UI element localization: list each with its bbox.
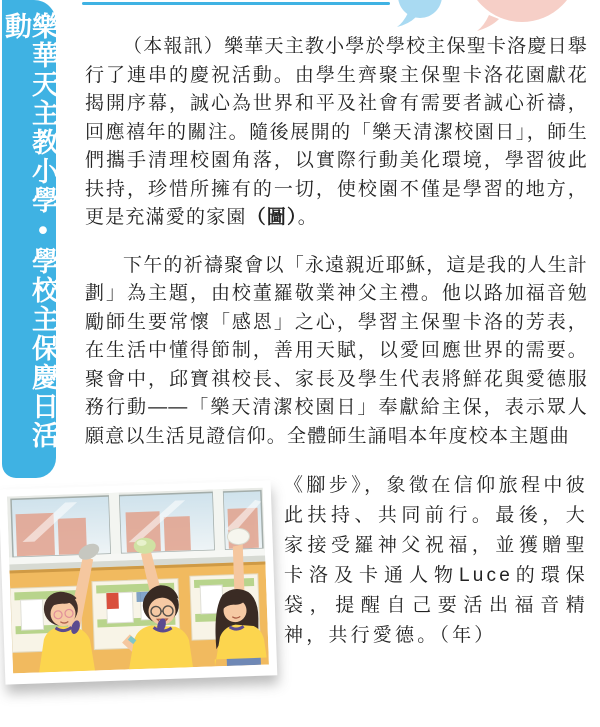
paragraph-1-period: 。 xyxy=(297,207,318,228)
paragraph-2 xyxy=(85,252,588,452)
paragraph-1-text: （本報訊）樂華天主教小學於學校主保聖卡洛慶日舉行了連串的慶祝活動。由學生齊聚主保聖卡洛花園獻花揭開序幕，誠心為世界和平及社會有需要者誠心祈禱，回應禧年的關注。隨後展開的「樂天清潔校園日」，師生們攜手清理校園角落，以實際行動美化環境，學習彼此扶持，珍惜所擁有的一切，使校園不僅是學習的地方，更是充滿愛的家園 xyxy=(85,36,588,228)
paragraph-1 xyxy=(85,33,588,233)
children-cleaning-photo-image xyxy=(7,488,269,674)
speech-bubble-pink-icon xyxy=(465,0,579,31)
children-cleaning-photo xyxy=(0,480,277,684)
article-body xyxy=(85,33,588,451)
article-body-continued xyxy=(284,471,588,651)
paragraph-2-text: 下午的祈禱聚會以「永遠親近耶穌，這是我的人生計劃」為主題，由校董羅敬業神父主禮。他以路加福音勉勵師生要常懷「感恩」之心，學習主保聖卡洛的芳表，在生活中懂得節制，善用天賦，以愛回應世界的需要。聚會中，邱寶祺校長、家長及學生代表將鮮花與愛德服務行動——「樂天清潔校園日」奉獻給主保，表示眾人願意以生活見證信仰。全體師生誦唱本年度校本主題曲 xyxy=(85,254,588,447)
top-divider-rule xyxy=(82,2,390,5)
speech-bubble-blue-icon xyxy=(397,0,442,27)
article-title: 樂華天主教小學•學校主保慶日活動 xyxy=(1,12,58,450)
figure-reference: （圖） xyxy=(246,207,298,228)
article-title-banner xyxy=(2,0,56,478)
paragraph-2-continued: 《腳步》，象徵在信仰旅程中彼此扶持、共同前行。最後，大家接受羅神父祝福，並獲贈聖卡洛及卡通人物Luce的環保袋，提醒自己要活出福音精神，共行愛德。（年） xyxy=(284,475,588,646)
